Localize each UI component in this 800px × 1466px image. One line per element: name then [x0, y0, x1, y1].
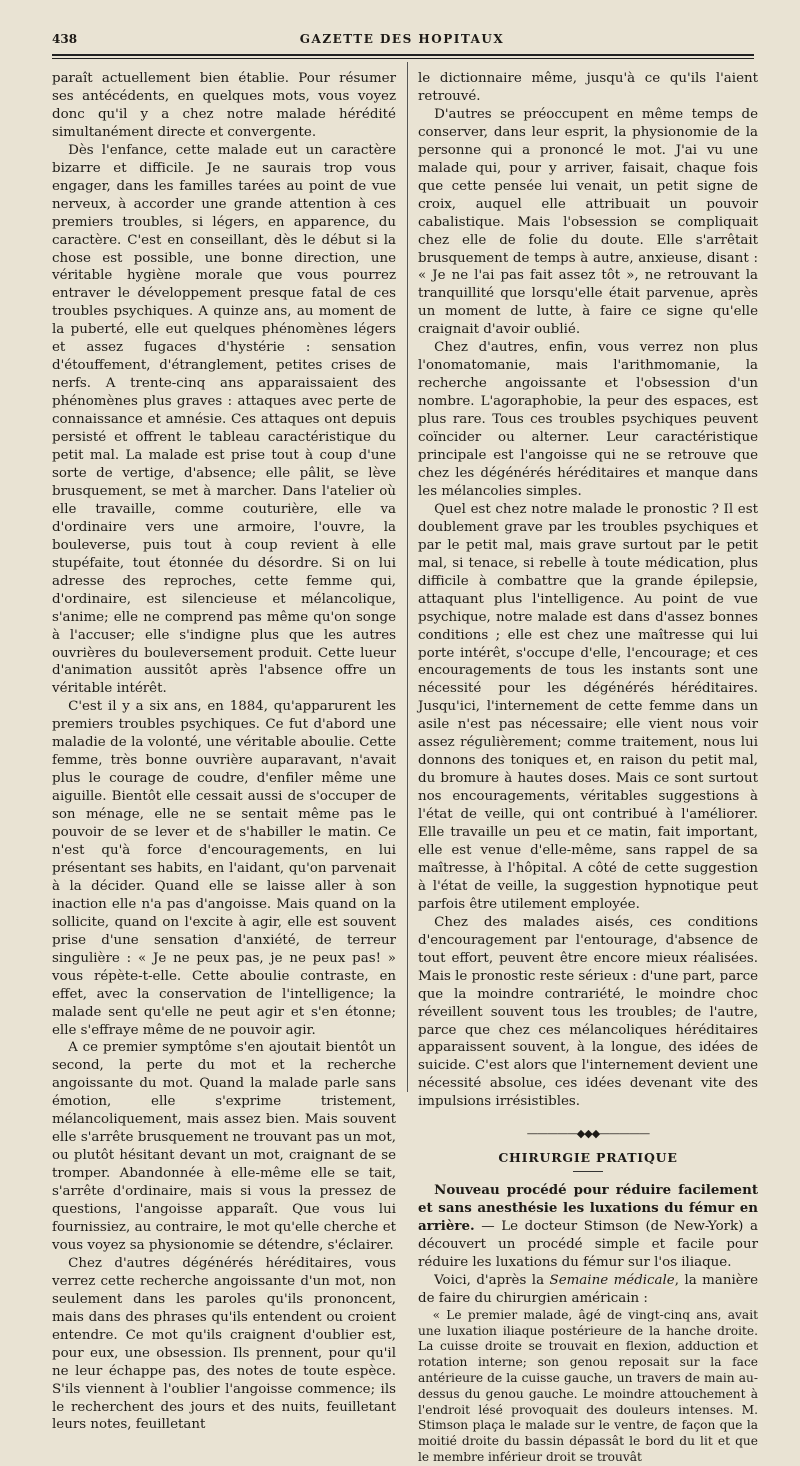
column-divider [407, 62, 408, 1092]
article-title: Nouveau procédé pour réduire facilement et sans anesthésie les luxations du fémur en arrière. [418, 1182, 758, 1235]
article-source [418, 1272, 758, 1308]
paragraph: Dès l'enfance, cette malade eut un caractère bizarre et difficile. Je ne saurais trop vous engager, dans les familles tarées au point de vue nerveux, à accorder une grande attention à ces premiers troubles, si légers, en apparence, du caractère. C'est en conseillant, dès le début si la chose est possible, une bonne direction, une véritable hygiène morale que vous pourrez entraver le développement presque fatal de ces troubles psychiques. A quinze ans, au moment de la puberté, elle eut quelques phénomènes légers et assez fugaces d'hystérie : sensation d'étouffement, d'étranglement, petites crises de nerfs. A trente-cinq ans apparaissaient des phénomènes plus graves : attaques avec perte de connaissance et amnésie. Ces attaques ont depuis persisté et offrent le tableau caractéristique du petit mal. La malade est prise tout à coup d'une sorte de vertige, d'absence; elle pâlit, se lève brusquement, se met à marcher. Dans l'atelier où elle travaille, comme couturière, elle va d'ordinaire vers une armoire, l'ouvre, la bouleverse, puis tout à coup revient à elle stupéfaite, tout étonnée du désordre. Si on lui adresse des reproches, cette femme qui, d'ordinaire, est silencieuse et mélancolique, s'anime; elle ne comprend pas même qu'on songe à l'accuser; elle s'indigne plus que les autres ouvrières du bouleversement produit. Cette lueur d'animation aussitôt après l'absence offre un véritable intérêt. [52, 142, 396, 697]
left-column [52, 70, 396, 1434]
article-lead-text: — Le docteur Stimson (de New-York) a découvert un procédé simple et facile pour réduire les luxations du fémur sur l'os iliaque. [418, 1219, 758, 1270]
paragraph: Chez d'autres dégénérés héréditaires, vous verrez cette recherche angoissante d'un mot, non seulement dans les paroles qu'ils prononcent, mais dans des phrases qu'ils entendent ou croient entendre. Ce mot qu'ils craignent d'oublier est, pour eux, une obsession. Ils prennent, pour qu'il ne leur échappe pas, des notes de toute espèce. S'ils viennent à l'oublier l'angoisse commence; ils le recherchent des jours et des nuits, feuilletant leurs notes, feuilletant [52, 1255, 396, 1433]
source-prefix: Voici, d'après la [434, 1272, 550, 1288]
page-number: 438 [52, 32, 78, 46]
paragraph: Quel est chez notre malade le pronostic ? Il est doublement grave par les troubles psychiques et par le petit mal, mais grave surtout par le petit mal, si tenace, si rebelle à toute médication, plus difficile à combattre que la grande épilepsie, attaquant plus l'intelligence. Au point de vue psychique, notre malade est dans d'assez bonnes conditions ; elle est chez une maîtresse qui lui porte intérêt, s'occupe d'elle, l'encourage; et ces encouragements de tous les instants sont une nécessité pour les dégénérés héréditaires. Jusqu'ici, l'internement de cette femme dans un asile n'est pas nécessaire; elle vient nous voir assez régulièrement; comme traitement, nous lui donnons des toniques et, en raison du petit mal, du bromure à hautes doses. Mais ce sont surtout nos encouragements, véritables suggestions à l'état de veille, qui ont contribué à l'améliorer. Elle travaille un peu et ce matin, fait important, elle est venue d'elle-même, sans rappel de sa maîtresse, à l'hôpital. A côté de cette suggestion à l'état de veille, la suggestion hypnotique peut parfois être utilement employée. [418, 501, 758, 912]
source-suffix: , la manière de faire du chirurgien américain : [418, 1272, 758, 1306]
header-rule-thin [52, 58, 754, 59]
page-header [52, 26, 752, 48]
paragraph: paraît actuellement bien établie. Pour résumer ses antécédents, en quelques mots, vous voyez donc qu'il y a chez notre malade hérédité simultanément directe et convergente. [52, 71, 396, 140]
paragraph: A ce premier symptôme s'en ajoutait bientôt un second, la perte du mot et la recherche angoissante du mot. Quand la malade parle sans émotion, elle s'exprime tristement, mélancoliquement, mais assez bien. Mais souvent elle s'arrête brusquement ne trouvant pas un mot, ou plutôt hésitant devant un mot, craignant de se tromper. Abandonnée à elle-même elle se tait, s'arrête d'ordinaire, mais si vous la pressez de questions, l'angoisse apparaît. Que vous lui fournissiez, au contraire, le mot qu'elle cherche et vous voyez sa physionomie se détendre, s'éclairer. [52, 1040, 396, 1253]
paragraph: C'est il y a six ans, en 1884, qu'apparurent les premiers troubles psychiques. Ce fut d'abord une maladie de la volonté, une véritable aboulie. Cette femme, très bonne ouvrière auparavant, n'avait plus le courage de coudre, d'enfiler même une aiguille. Bientôt elle cessait aussi de s'occuper de son ménage, elle ne se sentait même pas le pouvoir de se lever et de s'habiller le matin. Ce n'est qu'à force d'encouragements, en lui présentant ses habits, en l'aidant, qu'on parvenait à la décider. Quand elle se laisse aller à son inaction elle n'a pas d'angoisse. Mais quand on la sollicite, quand on l'excite à agir, elle est souvent prise d'une sensation d'anxiété, de terreur singulière : « Je ne peux pas, je ne peux pas! » vous répète-t-elle. Cette aboulie contraste, en effet, avec la conservation de l'intelligence; la malade sent qu'elle ne peut agir et s'en étonne; elle s'effraye même de ne pouvoir agir. [52, 699, 396, 1038]
paragraph: D'autres se préoccupent en même temps de conserver, dans leur esprit, la physionomie de la personne qui a prononcé le mot. J'ai vu une malade qui, pour y arriver, faisait, chaque fois que cette pensée lui venait, un petit signe de croix, auquel elle attribuait un pouvoir cabalistique. Mais l'obsession se compliquait chez elle de folie du doute. Elle s'arrêtait brusquement de temps à autre, anxieuse, disant : « Je ne l'ai pas fait assez tôt », ne retrouvant la tranquillité que lorsqu'elle était parvenue, après un moment de lutte, à faire ce signe qu'elle craignait d'avoir oublié. [418, 106, 758, 338]
quoted-report: « Le premier malade, âgé de vingt-cinq ans, avait une luxation iliaque postérieure de la hanche droite. La cuisse droite se trouvait en flexion, adduction et rotation interne; son genou reposait sur la face antérieure de la cuisse gauche, un travers de main au-dessus du genou gauche. Le moindre attouchement à l'endroit lésé provoquait des douleurs intenses. M. Stimson plaça le malade sur le ventre, de façon que la moitié droite du bassin dépassât le bord du lit et que le membre inférieur droit se trouvât [418, 1307, 758, 1465]
article-lead [418, 1182, 758, 1272]
paragraph: le dictionnaire même, jusqu'à ce qu'ils l'aient retrouvé. [418, 71, 758, 104]
running-title: GAZETTE DES HOPITAUX [299, 32, 505, 46]
section-rule [573, 1171, 603, 1172]
header-rule [52, 54, 754, 56]
paragraph: Chez d'autres, enfin, vous verrez non plus l'onomatomanie, mais l'arithmomanie, la recherche angoissante et l'obsession d'un nombre. L'agoraphobie, la peur des espaces, est plus rare. Tous ces troubles psychiques peuvent coïncider ou alterner. Leur caractéristique principale est l'angoisse qui ne se retrouve que chez les dégénérés héréditaires et manque dans les mélancolies simples. [418, 340, 758, 499]
source-journal: Semaine médicale [549, 1272, 675, 1288]
paragraph: Chez des malades aisés, ces conditions d'encouragement par l'entourage, d'absence de tout effort, peuvent être encore mieux réalisées. Mais le pronostic reste sérieux : d'une part, parce que la moindre contrariété, le moindre choc réveillent souvent tous les troubles; de l'autre, parce que chez ces mélancoliques héréditaires apparaissent souvent, à la longue, des idées de suicide. C'est alors que l'internement devient une nécessité absolue, ces idées devenant vite des impulsions irrésistibles. [418, 914, 758, 1110]
section-title: CHIRURGIE PRATIQUE [498, 1150, 678, 1166]
section-ornament: —————◆◆◆————— [526, 1127, 650, 1141]
right-column [418, 70, 758, 1466]
